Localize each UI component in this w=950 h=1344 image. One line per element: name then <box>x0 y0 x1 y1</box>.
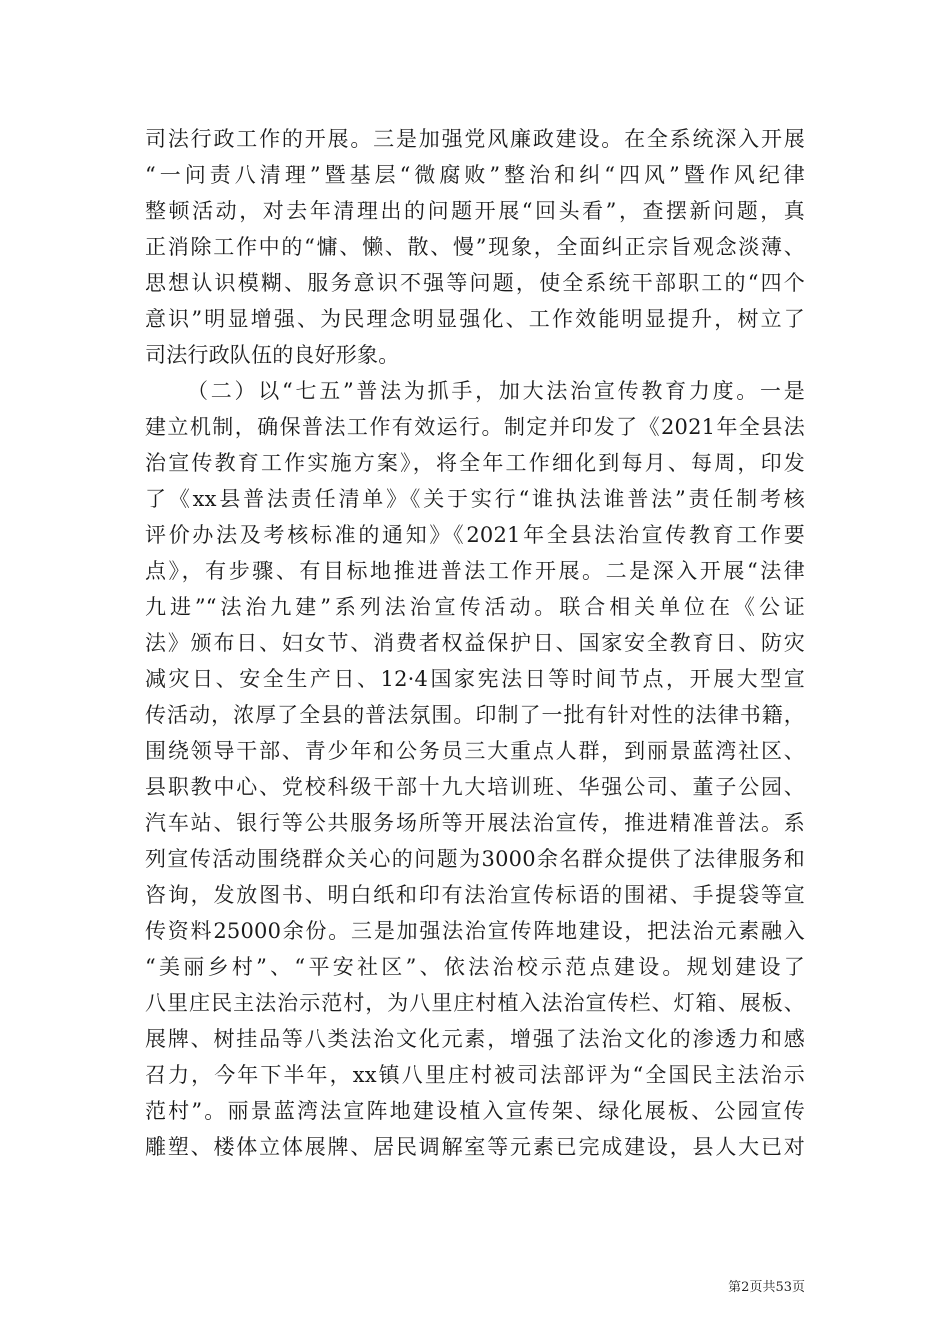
text-line-8: （二）以“七五”普法为抓手，加大法治宣传教育力度。一是 <box>187 379 805 403</box>
text-line-25: 八里庄民主法治示范村，为八里庄村植入法治宣传栏、灯箱、展板、 <box>145 991 805 1015</box>
text-line-24: “美丽乡村”、“平安社区”、依法治校示范点建设。规划建设了 <box>145 955 805 979</box>
text-line-3: 整顿活动，对去年清理出的问题开展“回头看”，查摆新问题，真 <box>145 199 805 223</box>
text-line-4: 正消除工作中的“慵、懒、散、慢”现象，全面纠正宗旨观念淡薄、 <box>145 235 805 259</box>
text-line-12: 评价办法及考核标准的通知》《2021年全县法治宣传教育工作要 <box>145 523 805 547</box>
text-line-22: 咨询，发放图书、明白纸和印有法治宣传标语的围裙、手提袋等宣 <box>145 883 805 907</box>
text-line-19: 县职教中心、党校科级干部十九大培训班、华强公司、董子公园、 <box>145 775 805 799</box>
text-line-21: 列宣传活动围绕群众关心的问题为3000余名群众提供了法律服务和 <box>145 847 805 871</box>
text-line-6: 意识”明显增强、为民理念明显强化、工作效能明显提升，树立了 <box>145 307 805 331</box>
text-line-27: 召力，今年下半年，xx镇八里庄村被司法部评为“全国民主法治示 <box>145 1063 805 1087</box>
text-line-15: 法》颁布日、妇女节、消费者权益保护日、国家安全教育日、防灾 <box>145 631 805 655</box>
text-line-9: 建立机制，确保普法工作有效运行。制定并印发了《2021年全县法 <box>145 415 805 439</box>
text-line-13: 点》，有步骤、有目标地推进普法工作开展。二是深入开展“法律 <box>145 559 805 583</box>
text-line-20: 汽车站、银行等公共服务场所等开展法治宣传，推进精准普法。系 <box>145 811 805 835</box>
text-line-17: 传活动，浓厚了全县的普法氛围。印制了一批有针对性的法律书籍， <box>145 703 805 727</box>
text-line-1: 司法行政工作的开展。三是加强党风廉政建设。在全系统深入开展 <box>145 127 805 151</box>
text-line-26: 展牌、树挂品等八类法治文化元素，增强了法治文化的渗透力和感 <box>145 1027 805 1051</box>
text-line-11: 了《xx县普法责任清单》《关于实行“谁执法谁普法”责任制考核 <box>145 487 805 511</box>
text-line-28: 范村”。丽景蓝湾法宣阵地建设植入宣传架、绿化展板、公园宣传 <box>145 1099 805 1123</box>
text-line-5: 思想认识模糊、服务意识不强等问题，使全系统干部职工的“四个 <box>145 271 805 295</box>
text-line-16: 减灾日、安全生产日、12·4国家宪法日等时间节点，开展大型宣 <box>145 667 805 691</box>
text-line-14: 九进”“法治九建”系列法治宣传活动。联合相关单位在《公证 <box>145 595 805 619</box>
page-number-footer: 第2页共53页 <box>728 1280 805 1295</box>
text-line-18: 围绕领导干部、青少年和公务员三大重点人群，到丽景蓝湾社区、 <box>145 739 805 763</box>
text-line-10: 治宣传教育工作实施方案》，将全年工作细化到每月、每周，印发 <box>145 451 805 475</box>
text-line-23: 传资料25000余份。三是加强法治宣传阵地建设，把法治元素融入 <box>145 919 805 943</box>
text-line-7: 司法行政队伍的良好形象。 <box>145 343 400 367</box>
text-line-29: 雕塑、楼体立体展牌、居民调解室等元素已完成建设，县人大已对 <box>145 1135 805 1159</box>
text-line-2: “一问责八清理”暨基层“微腐败”整治和纠“四风”暨作风纪律 <box>145 163 805 187</box>
